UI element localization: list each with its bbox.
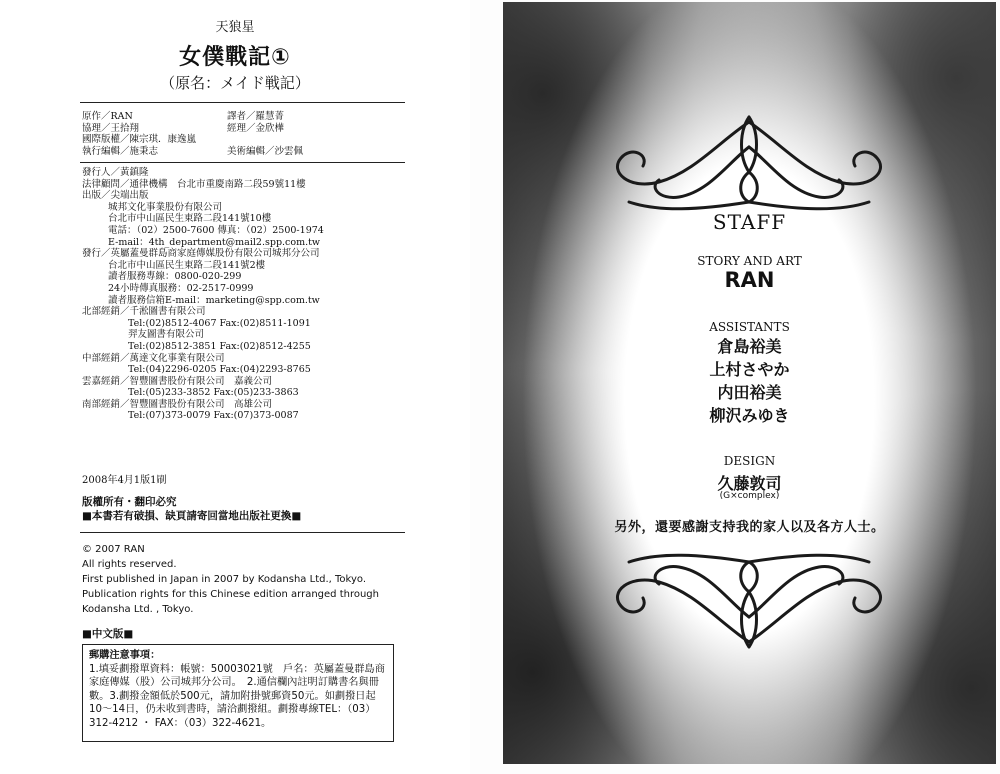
publisher-line: 雲嘉經銷／智豐圖書股份有限公司 嘉義公司 <box>82 375 273 387</box>
publisher-line: 台北市中山區民生東路二段141號2樓 <box>108 259 266 271</box>
copyright-block <box>82 542 379 617</box>
credit-right: 經理／金欣樺 <box>227 122 285 134</box>
colophon-page <box>0 0 470 774</box>
credit-row <box>82 146 303 158</box>
credit-right: 美術編輯／沙雲佩 <box>227 145 304 157</box>
thanks-note: 另外，還要感謝支持我的家人以及各方人士。 <box>614 520 885 535</box>
publisher-line: Tel:(02)8512-3851 Fax:(02)8512-4255 <box>128 340 311 352</box>
credits-block <box>82 111 303 157</box>
top-flourish-ornament <box>599 102 899 222</box>
design-label: DESIGN <box>723 454 776 468</box>
book-title: 女僕戰記① <box>179 45 291 70</box>
assistant-name: 上村さやか <box>709 360 790 379</box>
edition-label: ■中文版■ <box>82 628 134 640</box>
credit-row <box>82 123 303 135</box>
publisher-line: 讀者服務信箱E-mail：marketing@spp.com.tw <box>108 294 320 306</box>
copyright-line: © 2007 RAN <box>82 544 145 555</box>
publisher-line: Tel:(05)233-3852 Fax:(05)233-3863 <box>128 387 299 399</box>
notice-heading: 郵購注意事項： <box>89 650 161 661</box>
story-art-label: STORY AND ART <box>697 254 802 268</box>
print-date: 2008年4月1版1刷 <box>82 475 167 486</box>
divider <box>80 162 405 163</box>
publisher-line: 法律顧問／通律機構 台北市重慶南路二段59號11樓 <box>82 178 306 190</box>
credit-left: 執行編輯／施秉志 <box>82 145 159 157</box>
publisher-line: E-mail：4th_department@mail2.spp.com.tw <box>108 236 321 248</box>
publisher-line: 電話：（02）2500-7600 傳真：（02）2500-1974 <box>108 224 324 236</box>
credit-left: 協理／王拾翔 <box>82 122 140 134</box>
credit-row <box>82 111 303 123</box>
assistant-name: 倉島裕美 <box>717 337 782 356</box>
assistant-name: 内田裕美 <box>717 383 782 402</box>
publisher-line: Tel:(02)8512-4067 Fax:(02)8511-1091 <box>128 317 311 329</box>
rights-line: ■本書若有破損、缺頁請寄回當地出版社更換■ <box>82 510 302 522</box>
publisher-line: 城邦文化事業股份有限公司 <box>108 201 223 213</box>
publisher-line: 北部經銷／千淞圖書有限公司 <box>82 306 206 318</box>
publisher-line: 中部經銷／萬達文化事業有限公司 <box>82 352 225 364</box>
mail-order-notice <box>82 644 394 742</box>
publisher-line: 羿友圖書有限公司 <box>128 329 205 341</box>
notice-line: 1.填妥劃撥單資料：帳號：50003021號 戶名：英屬蓋曼群島商 <box>89 663 385 675</box>
publisher-line: 讀者服務專線：0800-020-299 <box>108 271 242 283</box>
publisher-line: 發行人／黃鎮隆 <box>82 167 149 178</box>
publisher-line: Tel:(04)2296-0205 Fax:(04)2293-8765 <box>128 364 311 376</box>
original-title: （原名：メイド戦記） <box>160 74 310 92</box>
credit-left: 原作／RAN <box>82 111 133 122</box>
copyright-line: Publication rights for this Chinese edition arranged through <box>82 589 379 600</box>
copyright-line: First published in Japan in 2007 by Kodansha Ltd., Tokyo. <box>82 574 366 585</box>
design-name: 久藤敦司 <box>717 474 782 493</box>
notice-line: 312-4212 ・ FAX：（03）322-4621。 <box>89 717 272 729</box>
publisher-line: 發行／英屬蓋曼群島商家庭傳媒股份有限公司城邦分公司 <box>82 248 320 260</box>
publisher-block <box>82 167 324 422</box>
rights-block <box>82 495 301 523</box>
notice-line: 數。3.劃撥金額低於500元，請加附掛號郵資50元。如劃撥日起 <box>89 690 376 702</box>
publisher-brand: 天狼星 <box>215 20 255 35</box>
publisher-line: 出版／尖端出版 <box>82 190 149 202</box>
credit-right: 譯者／羅慧菁 <box>227 111 285 122</box>
copyright-line: All rights reserved. <box>82 559 177 570</box>
publisher-line: 24小時傳真服務：02-2517-0999 <box>108 282 254 294</box>
notice-line: 10～14日，仍未收到書時，請洽劃撥組。劃撥專線TEL：（03） <box>89 704 376 716</box>
assistant-name: 柳沢みゆき <box>709 406 790 425</box>
publisher-line: 台北市中山區民生東路二段141號10樓 <box>108 213 272 225</box>
staff-page <box>503 2 996 764</box>
divider <box>80 102 405 103</box>
bottom-flourish-ornament <box>599 542 899 662</box>
assistants-list <box>503 335 996 427</box>
divider <box>80 532 405 533</box>
publisher-line: 南部經銷／智豐圖書股份有限公司 高雄公司 <box>82 398 273 410</box>
copyright-line: Kodansha Ltd. , Tokyo. <box>82 604 194 615</box>
staff-heading: STAFF <box>712 210 787 234</box>
notice-line: 家庭傳媒（股）公司城邦分公司。 2.通信欄內註明訂購書名與冊 <box>89 677 379 689</box>
rights-line: 版權所有・翻印必究 <box>82 496 177 508</box>
assistants-label: ASSISTANTS <box>709 320 790 334</box>
credit-left: 國際版權／陳宗琪．康逸嵐 <box>82 134 197 145</box>
credit-row <box>82 134 303 146</box>
story-art-name: RAN <box>724 268 775 292</box>
design-company: (G×complex) <box>719 491 780 501</box>
publisher-line: Tel:(07)373-0079 Fax:(07)373-0087 <box>128 410 299 422</box>
